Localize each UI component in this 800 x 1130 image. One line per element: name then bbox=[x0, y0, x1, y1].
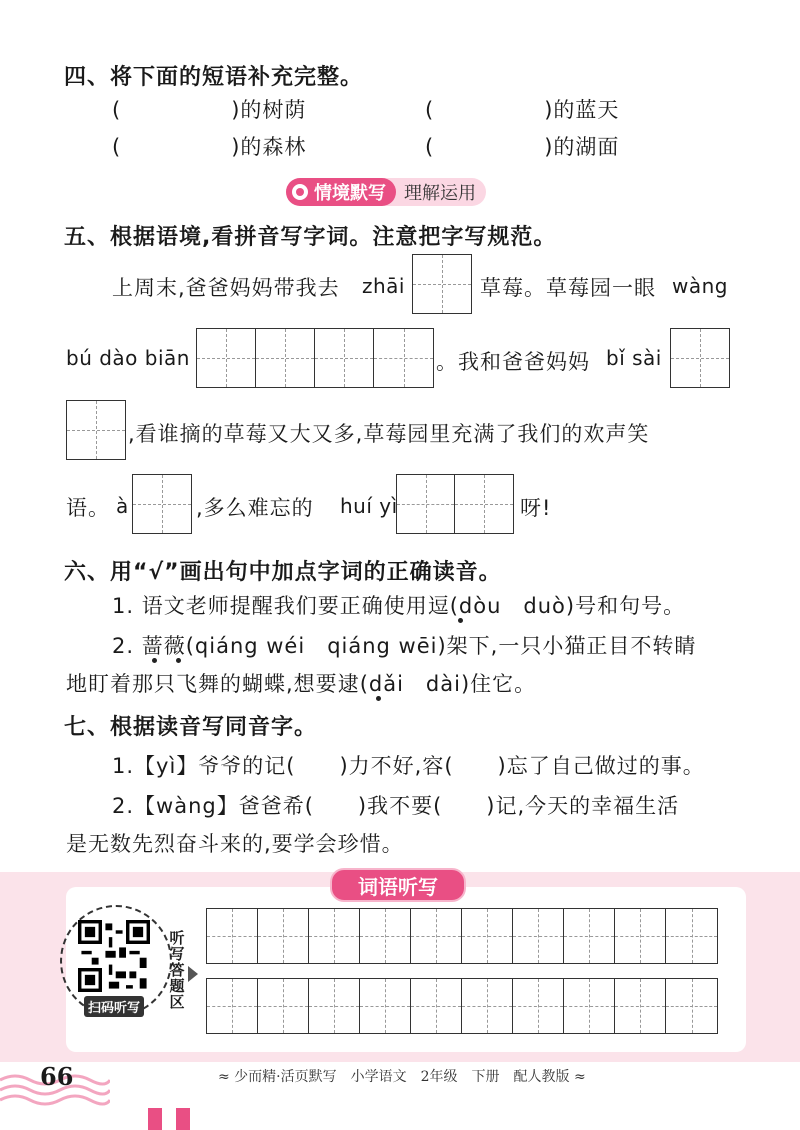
section-4-title: 四、将下面的短语补充完整。 bbox=[64, 65, 364, 90]
scan-label: 扫码听写 bbox=[84, 996, 144, 1017]
writing-grid[interactable] bbox=[196, 328, 434, 388]
section-banner bbox=[286, 178, 486, 206]
question-line: 2.【wàng】爸爸希( )我不要( )记,今天的幸福生活 bbox=[112, 794, 680, 818]
section-7-title: 七、根据读音写同音字。 bbox=[64, 715, 318, 740]
phrase-item: ( )的湖面 bbox=[425, 135, 620, 159]
passage-text: 呀! bbox=[520, 496, 552, 520]
medal-icon bbox=[292, 184, 308, 200]
emphasis-dot bbox=[458, 618, 463, 623]
answer-area-label: 听写答题区 bbox=[169, 929, 185, 1011]
question-line: 地盯着那只飞舞的蝴蝶,想要逮(dǎi dài)住它。 bbox=[66, 672, 537, 696]
phrase-item: ( )的树荫 bbox=[112, 98, 307, 122]
question-line: 是无数先烈奋斗来的,要学会珍惜。 bbox=[66, 832, 404, 856]
passage-text: 语。 bbox=[66, 496, 110, 520]
passage-text: 上周末,爸爸妈妈带我去 bbox=[112, 276, 340, 300]
question-line: 1.【yì】爷爷的记( )力不好,容( )忘了自己做过的事。 bbox=[112, 754, 705, 778]
emphasis-dot bbox=[176, 658, 181, 663]
footer-mark bbox=[176, 1108, 190, 1130]
dotted-char: 逗 bbox=[427, 594, 450, 618]
writing-grid[interactable] bbox=[66, 400, 126, 460]
pinyin: zhāi bbox=[362, 274, 405, 298]
pinyin: wàng bbox=[672, 274, 728, 298]
passage-text: ,多么难忘的 bbox=[196, 496, 314, 520]
page-footer bbox=[0, 1062, 800, 1130]
pinyin: bú dào biān bbox=[66, 346, 190, 370]
banner-label: 情境默写 bbox=[314, 183, 386, 204]
qr-code-icon[interactable] bbox=[78, 920, 150, 992]
arrow-right-icon bbox=[188, 966, 198, 982]
phrase-item: ( )的森林 bbox=[112, 135, 307, 159]
pinyin: à bbox=[116, 494, 129, 518]
dictation-grid-row-2[interactable] bbox=[206, 978, 718, 1034]
writing-grid[interactable] bbox=[412, 254, 472, 314]
writing-grid[interactable] bbox=[396, 474, 514, 534]
section-5-title: 五、根据语境,看拼音写字词。注意把字写规范。 bbox=[64, 225, 557, 250]
banner-sub: 理解运用 bbox=[404, 183, 476, 204]
pinyin: bǐ sài bbox=[606, 346, 662, 370]
footer-mark bbox=[148, 1108, 162, 1130]
passage-text: 草莓。草莓园一眼 bbox=[480, 276, 656, 300]
dictation-grid-row-1[interactable] bbox=[206, 908, 718, 964]
emphasis-dot bbox=[152, 658, 157, 663]
writing-grid[interactable] bbox=[132, 474, 192, 534]
passage-text: ,看谁摘的草莓又大又多,草莓园里充满了我们的欢声笑 bbox=[128, 422, 650, 446]
question-line: 1. 语文老师提醒我们要正确使用逗(dòu duò)号和句号。 bbox=[112, 594, 686, 618]
question-line: 2. 蔷薇(qiáng wéi qiáng wēi)架下,一只小猫正目不转睛 bbox=[112, 634, 697, 658]
phrase-item: ( )的蓝天 bbox=[425, 98, 620, 122]
writing-grid[interactable] bbox=[670, 328, 730, 388]
dictation-title: 词语听写 bbox=[330, 868, 466, 902]
footer-text: ≈ 少而精·活页默写 小学语文 2年级 下册 配人教版 ≈ bbox=[218, 1069, 586, 1085]
emphasis-dot bbox=[376, 696, 381, 701]
pinyin: huí yì bbox=[340, 494, 398, 518]
page-number: 66 bbox=[40, 1062, 74, 1091]
section-6-title: 六、用“√”画出句中加点字词的正确读音。 bbox=[64, 560, 502, 585]
passage-text: 。我和爸爸妈妈 bbox=[436, 350, 590, 374]
